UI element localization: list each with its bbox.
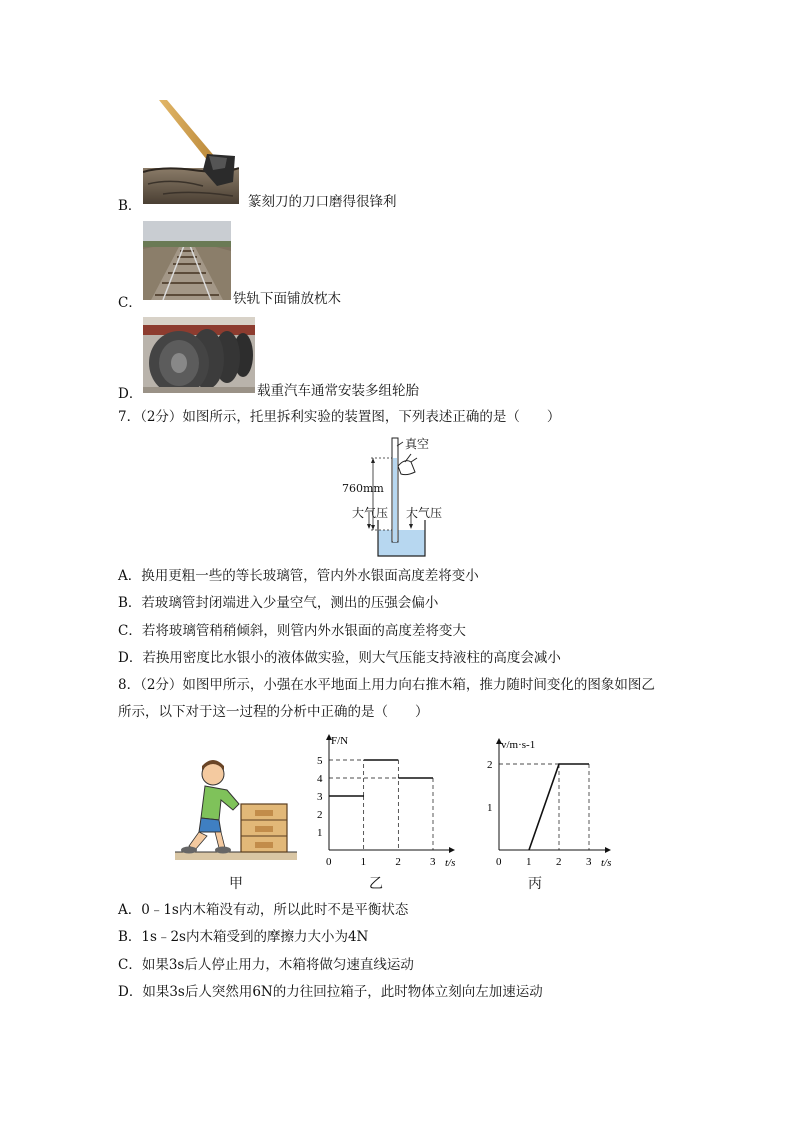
x-tick-label: 2 — [395, 856, 401, 868]
y-tick-label: 2 — [317, 809, 323, 821]
q6-option-d-label: D． — [118, 386, 143, 402]
x-tick-label: 1 — [360, 856, 367, 868]
x-tick-label: 0 — [326, 856, 332, 868]
tire-icon — [143, 317, 255, 393]
axe-photo — [143, 98, 239, 204]
y-axis-label: v/m·s-1 — [501, 739, 536, 751]
q7-option-a: A．换用更粗一些的等长玻璃管，管内外水银面高度差将变小 — [118, 568, 479, 584]
q6-option-c-label: C． — [118, 295, 142, 311]
railway-track-icon — [143, 221, 231, 300]
q6-option-d-text: 载重汽车通常安装多组轮胎 — [257, 383, 419, 399]
velocity-time-chart — [470, 730, 630, 872]
height-label: 760mm — [342, 482, 384, 495]
railway-photo — [143, 221, 231, 300]
x-tick-label: 3 — [586, 856, 592, 868]
force-time-chart — [300, 730, 460, 872]
q6-option-b-text: 篆刻刀的刀口磨得很锋利 — [248, 194, 397, 210]
axe-icon — [143, 98, 239, 204]
pressure-left-label: 大气压 — [352, 506, 389, 520]
y-tick-label: 3 — [317, 791, 323, 803]
force-time-svg — [300, 730, 460, 872]
torricelli-figure — [342, 432, 450, 560]
velocity-time-svg — [470, 730, 630, 872]
caption-bing: 丙 — [528, 876, 542, 892]
x-tick-label: 2 — [556, 856, 562, 868]
q6-option-b-label: B． — [118, 198, 142, 214]
q7-stem: 7．（2分）如图所示，托里拆利实验的装置图，下列表述正确的是（ ） — [118, 409, 561, 425]
x-tick-label: 3 — [430, 856, 436, 868]
boy-pushing-box-icon — [175, 760, 297, 864]
q8-stem-line2: 所示，以下对于这一过程的分析中正确的是（ ） — [118, 704, 429, 720]
torricelli-apparatus — [345, 432, 450, 560]
y-tick-label: 5 — [317, 755, 323, 767]
caption-yi: 乙 — [369, 876, 383, 892]
x-tick-label: 1 — [526, 856, 532, 868]
x-axis-label: t/s — [445, 857, 456, 869]
y-tick-label: 2 — [487, 759, 493, 771]
x-tick-label: 0 — [496, 856, 502, 868]
x-axis-arrow — [449, 847, 455, 853]
figure-jia — [175, 760, 297, 864]
pressure-right-label: 大气压 — [406, 506, 443, 520]
y-axis-label: F/N — [331, 735, 349, 747]
x-axis-label: t/s — [601, 857, 612, 869]
q8-stem-line1: 8．（2分）如图甲所示，小强在水平地面上用力向右推木箱，推力随时间变化的图象如图乙 — [118, 677, 655, 693]
y-tick-label: 4 — [317, 773, 323, 785]
q6-option-c-text: 铁轨下面铺放枕木 — [233, 291, 341, 307]
q7-option-b: B．若玻璃管封闭端进入少量空气，测出的压强会偏小 — [118, 595, 439, 611]
q8-option-a: A．0﹣1s内木箱没有动，所以此时不是平衡状态 — [118, 902, 409, 918]
vacuum-label: 真空 — [405, 437, 430, 451]
x-axis-arrow — [605, 847, 611, 853]
caption-jia: 甲 — [229, 876, 243, 892]
q8-option-d: D．如果3s后人突然用6N的力往回拉箱子，此时物体立刻向左加速运动 — [118, 984, 543, 1000]
truck-tires-photo — [143, 317, 255, 393]
q7-option-d: D．若换用密度比水银小的液体做实验，则大气压能支持液柱的高度会减小 — [118, 650, 561, 666]
q8-option-b: B．1s﹣2s内木箱受到的摩擦力大小为4N — [118, 929, 369, 945]
y-tick-label: 1 — [317, 827, 323, 839]
y-tick-label: 1 — [487, 802, 493, 814]
q8-option-c: C．如果3s后人停止用力，木箱将做匀速直线运动 — [118, 957, 414, 973]
q7-option-c: C．若将玻璃管稍稍倾斜，则管内外水银面的高度差将变大 — [118, 623, 466, 639]
